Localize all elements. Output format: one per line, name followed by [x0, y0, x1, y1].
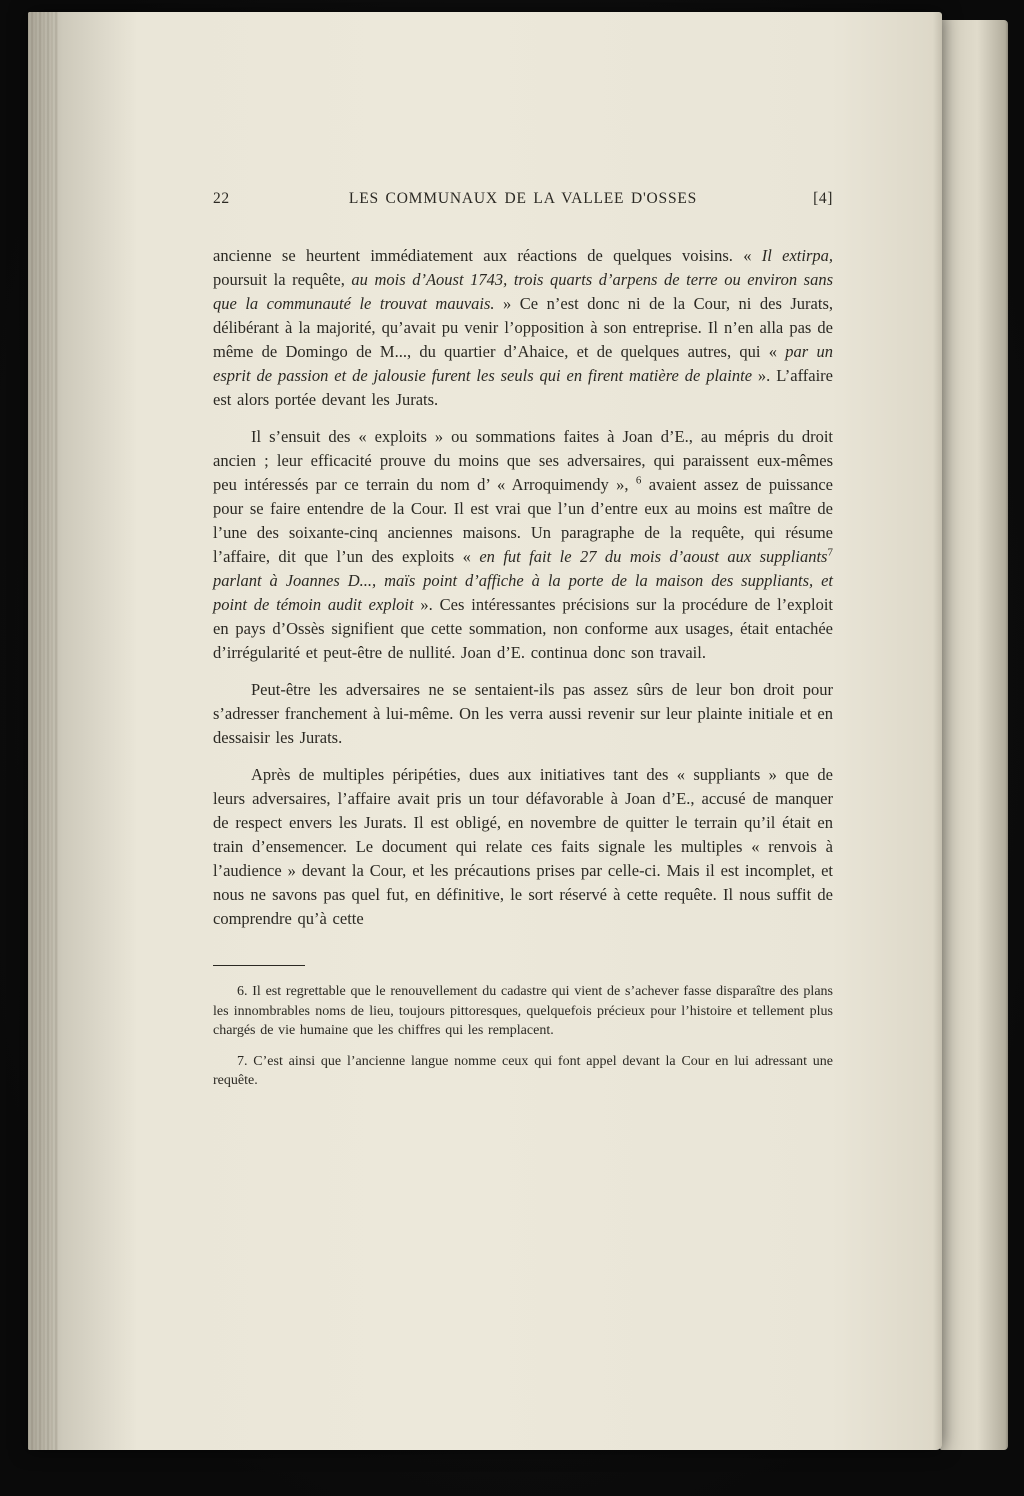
printed-area [213, 190, 833, 1102]
page-number: 22 [213, 190, 230, 207]
text-run: ». Ces intéressantes précisions sur la procédure de l’exploit en pays d’Ossès signifient que cette sommation, non conforme aux usages, était entachée d’irrégularité et peut-être de nullité. Joan d’E. continua donc son travail. [213, 595, 834, 662]
text-run: ancienne se heurtent immédiatement aux réactions de quelques voisins. « [213, 246, 762, 265]
footnote: 6. Il est regrettable que le renouvellement du cadastre qui vient de s’achever fasse disparaître des plans les innombrables noms de lieu, toujours pittoresques, quelquefois précieux pour l’histoire et tellement plus chargés de vie humaine que les chiffres qui les remplacent. [213, 984, 833, 1038]
text-run: ». L’affaire est alors portée devant les Jurats. [213, 366, 834, 409]
text-run: par un esprit de passion et de jalousie furent les seuls qui en firent matière de plainte [213, 342, 833, 385]
text-run: Peut-être les adversaires ne se sentaient-ils pas assez sûrs de leur bon droit pour s’adresser franchement à lui-même. On les verra aussi revenir sur leur plainte initiale et en dessaisir les Jurats. [213, 680, 833, 747]
text-run: Après de multiples péripéties, dues aux initiatives tant des « suppliants » que de leurs adversaires, l’affaire avait pris un tour défavorable à Joan d’E., accusé de manquer de respect envers les Jurats. Il est obligé, en novembre de quitter le terrain qu’il était en train d’ensemencer. Le document qui relate ces faits signale les multiples « renvois à l’audience » devant la Cour, et les précautions prises par celle-ci. Mais il est incomplet, et nous ne savons pas quel fut, en définitive, le sort réservé à cette requête. Il nous suffit de comprendre qu’à cette [213, 765, 833, 928]
footnote: 7. C’est ainsi que l’ancienne langue nomme ceux qui font appel devant la Cour en lui adressant une requête. [213, 1053, 833, 1088]
text-run: au mois d’Aoust 1743, trois quarts d’arpens de terre ou environ sans que la communauté le trouvat mauvais. [213, 270, 833, 313]
footnote-marker: 7 [827, 546, 833, 559]
text-run: » Ce n’est donc ni de la Cour, ni des Jurats, délibérant à la majorité, qu’avait pu venir l’opposition à son entreprise. Il n’en alla pas de même de Domingo de M..., du quartier d’Ahaice, et de quelques autres, qui « [213, 294, 833, 361]
book-page [28, 12, 942, 1450]
paragraph [213, 763, 833, 931]
footnote-marker: 6 [635, 474, 642, 487]
spine-page-edges [28, 12, 58, 1450]
paragraph [213, 678, 833, 750]
next-page-edge [940, 20, 1008, 1450]
text-run: parlant à Joannes D..., maïs point d’affiche à la porte de la maison des suppliants, et point de témoin audit exploit [213, 571, 833, 614]
text-run: en fut fait le 27 du mois d’aoust aux suppliants [479, 547, 828, 566]
paragraph [213, 244, 833, 412]
text-run: Il s’ensuit des « exploits » ou sommations faites à Joan d’E., au mépris du droit ancien ; leur efficacité prouve du moins que ses adversaires, qui paraissent eux-mêmes peu intéressés par ce terrain du nom d’ « Arroquimendy », [213, 427, 833, 494]
text-run: poursuit la requête, [213, 270, 352, 289]
footnote-rule [213, 965, 305, 966]
text-run: Il extirpa, [761, 246, 834, 265]
body-paragraphs [213, 244, 833, 931]
footnotes [213, 982, 833, 1091]
section-reference: [4] [813, 190, 833, 207]
paragraph [213, 425, 833, 665]
running-head [213, 190, 833, 212]
running-title: LES COMMUNAUX DE LA VALLEE D'OSSES [348, 190, 698, 207]
text-run: avaient assez de puissance pour se faire entendre de la Cour. Il est vrai que l’un d’entre eux au moins est maître de l’une des soixante-cinq anciennes maisons. Un paragraphe de la requête, qui résume l’affaire, dit que l’un des exploits « [213, 475, 833, 566]
